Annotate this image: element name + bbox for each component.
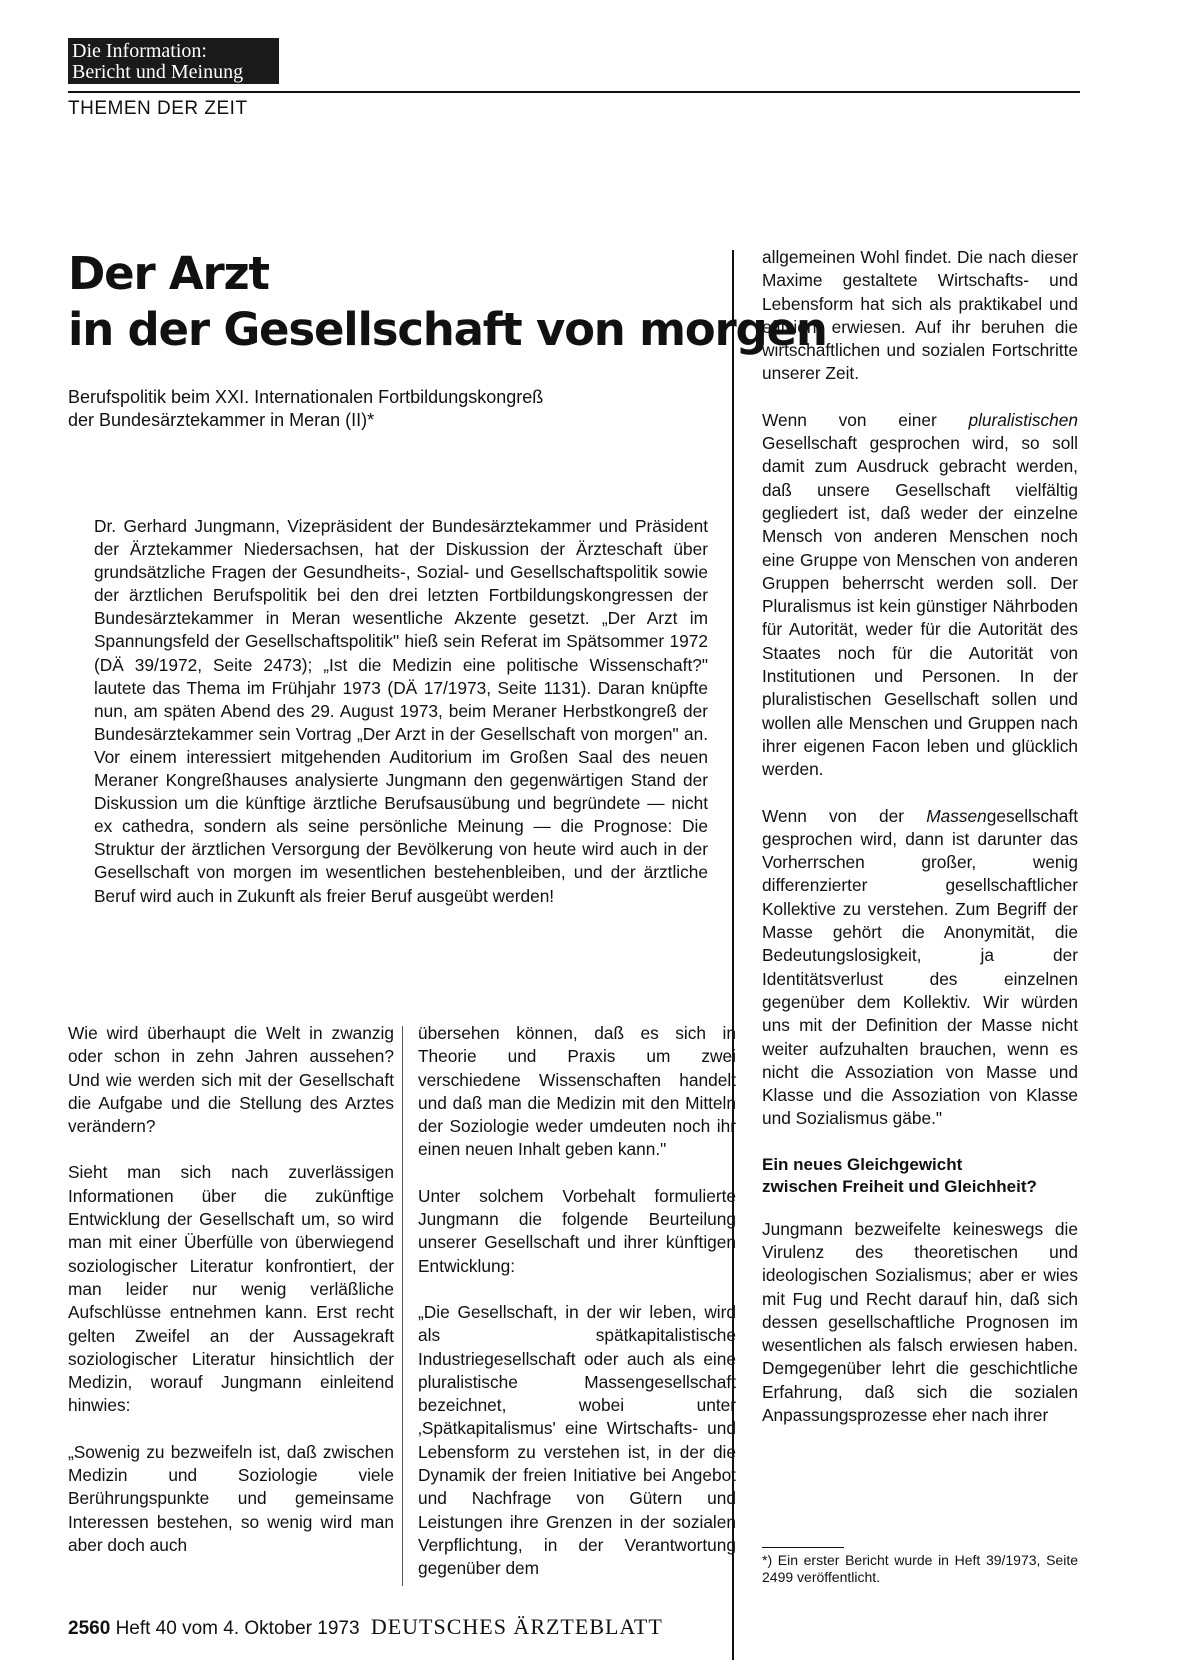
paragraph: allgemeinen Wohl findet. Die nach dieser Maxime gestaltete Wirtschafts- und Lebensform hat sich als praktikabel und effizient erwiesen. Auf ihr beruhen die wirtschaftlichen und sozialen Fortschritte unserer Zeit. — [762, 247, 1078, 384]
text: gesellschaft gesprochen wird, dann ist darunter das Vorherrschen großer, wenig differenzierter gesellschaftlicher Kollektive zu verstehen. Zum Begriff der Masse gehört die Anonymität, die Bedeutungslosigkeit, ja der Identitätsverlust des einzelnen gegenüber dem Kollektiv. Wir würden uns mit der Definition der Masse nicht weiter aufzuhalten brauchen, wenn es nicht die Assoziation von Masse und Klasse und die Assoziation von Klasse und Sozialismus gäbe." — [762, 805, 1078, 1129]
text: Gesellschaft gesprochen wird, so soll damit zum Ausdruck gebracht werden, daß unsere Gesellschaft vielfältig gegliedert ist, daß weder der einzelne Mensch von anderen Menschen noch eine Gruppe von Menschen von anderen Gruppen beherrscht werden soll. Der Pluralismus ist kein günstiger Nährboden für Autorität, weder für die Autorität des Staates noch für die Autorität von Institutionen und Personen. In der pluralistischen Gesellschaft sollen und wollen alle Menschen und Gruppen nach ihrer eigenen Facon leben und glücklich werden. — [762, 433, 1078, 780]
title-line-2: in der Gesellschaft von morgen — [68, 303, 827, 356]
body-column-2 — [418, 1022, 736, 1604]
badge-line-1: Die Information: — [72, 40, 207, 62]
paragraph: Unter solchem Vorbehalt formulierte Jungmann die folgende Beurteilung unserer Gesellschaft und ihrer künftigen Entwicklung: — [418, 1185, 736, 1276]
paragraph: „Sowenig zu bezweifeln ist, daß zwischen Medizin und Soziologie viele Berührungspunkte und gemeinsame Interessen bestehen, so wenig wird man aber doch auch — [68, 1441, 394, 1555]
subtitle-line-2: der Bundesärztekammer in Meran (II)* — [68, 410, 375, 430]
section-label: THEMEN DER ZEIT — [68, 98, 248, 119]
paragraph: Jungmann bezweifelte keineswegs die Virulenz des theoretischen und ideologischen Sozialismus; aber er wies mit Fug und Recht darauf hin, daß sich dessen gesellschaftliche Prognosen im wesentlichen als falsch erwiesen haben. Demgegenüber lehrt die geschichtliche Erfahrung, daß sich die sozialen Anpassungsprozesse eher nach ihrer — [762, 1218, 1078, 1426]
footnote: *) Ein erster Bericht wurde in Heft 39/1973, Seite 2499 veröffentlicht. — [762, 1552, 1078, 1585]
header-rule — [68, 91, 1080, 93]
paragraph: übersehen können, daß es sich in Theorie und Praxis um zwei verschiedene Wissenschaften handelt und daß man die Medizin mit den Mitteln der Soziologie weder umdeuten noch ihr einen neuen Inhalt geben kann." — [418, 1023, 736, 1160]
article-title — [68, 246, 827, 358]
title-line-1: Der Arzt — [68, 247, 269, 300]
emphasis: pluralistischen — [968, 409, 1078, 430]
section-badge — [68, 38, 279, 84]
text: Wenn von der — [762, 805, 927, 826]
footnote-rule — [762, 1547, 844, 1548]
subtitle-line-1: Berufspolitik beim XXI. Internationalen Fortbildungskongreß — [68, 387, 544, 407]
paragraph — [762, 409, 1078, 782]
page-number: 2560 — [68, 1618, 111, 1639]
issue-info: Heft 40 vom 4. Oktober 1973 — [115, 1618, 360, 1639]
text: Wenn von einer — [762, 409, 969, 430]
body-column-1 — [68, 1022, 394, 1580]
column-divider-small — [402, 1026, 403, 1586]
paragraph: Wie wird überhaupt die Welt in zwanzig oder schon in zehn Jahren aussehen? Und wie werden sich mit der Gesellschaft die Aufgabe und die Stellung des Arztes verändern? — [68, 1023, 394, 1137]
subheading — [762, 1154, 1078, 1198]
paragraph: Sieht man sich nach zuverlässigen Informationen über die zukünftige Entwicklung der Gesellschaft um, so wird man mit einer Überfülle von überwiegend soziologischer Literatur konfrontiert, der man leider nur wenig verläßliche Aufschlüsse entnehmen kann. Erst recht gelten Zweifel an der Aussagekraft soziologischer Literatur hinsichtlich der Medizin, worauf Jungmann einleitend hinwies: — [68, 1162, 394, 1416]
paragraph — [762, 805, 1078, 1131]
magazine-name: DEUTSCHES ÄRZTEBLATT — [370, 1614, 663, 1639]
subheading-line-2: zwischen Freiheit und Gleichheit? — [762, 1176, 1037, 1196]
page-footer — [68, 1614, 663, 1640]
paragraph: „Die Gesellschaft, in der wir leben, wird als spätkapitalistische Industriegesellschaft oder auch als eine pluralistische Massengesellschaft bezeichnet, wobei unter ‚Spätkapitalismus' eine Wirtschafts- und Lebensform zu verstehen ist, in der die Dynamik der freien Initiative bei Angebot und Nachfrage von Gütern und Leistungen ihre Grenzen in der sozialen Verpflichtung, in der Verantwortung gegenüber dem — [418, 1301, 736, 1579]
lead-paragraph: Dr. Gerhard Jungmann, Vizepräsident der Bundesärztekammer und Präsident der Ärztekammer Niedersachsen, hat der Diskussion der Ärzteschaft über grundsätzliche Fragen der Gesundheits-, Sozial- und Gesellschaftspolitik sowie der ärztlichen Berufspolitik bei den drei letzten Fortbildungskongressen der Bundesärztekammer in Meran wesentliche Akzente gesetzt. „Der Arzt im Spannungsfeld der Gesellschaftspolitik" hieß sein Referat im Spätsommer 1972 (DÄ 39/1972, Seite 2473); „Ist die Medizin eine politische Wissenschaft?" lautete das Thema im Frühjahr 1973 (DÄ 17/1973, Seite 1131). Daran knüpfte nun, am späten Abend des 29. August 1973, beim Meraner Herbstkongreß der Bundesärztekammer sein Vortrag „Der Arzt in der Gesellschaft von morgen" an. Vor einem interessiert mitgehenden Auditorium im Großen Saal des neuen Meraner Kongreßhauses analysierte Jungmann den gegenwärtigen Stand der Diskussion um die künftige ärztliche Berufsausübung und begründete — nicht ex cathedra, sondern als seine persönliche Meinung — die Prognose: Die Struktur der ärztlichen Versorgung der Bevölkerung von heute wird auch in der Gesellschaft von morgen im wesentlichen bestehenbleiben, und der ärztliche Beruf wird auch in Zukunft als freier Beruf ausgeübt werden! — [94, 516, 708, 906]
subheading-line-1: Ein neues Gleichgewicht — [762, 1154, 963, 1174]
article-subtitle — [68, 386, 708, 432]
badge-line-2: Bericht und Meinung — [72, 61, 244, 83]
emphasis: Massen — [926, 805, 987, 826]
body-column-3 — [762, 246, 1078, 1450]
